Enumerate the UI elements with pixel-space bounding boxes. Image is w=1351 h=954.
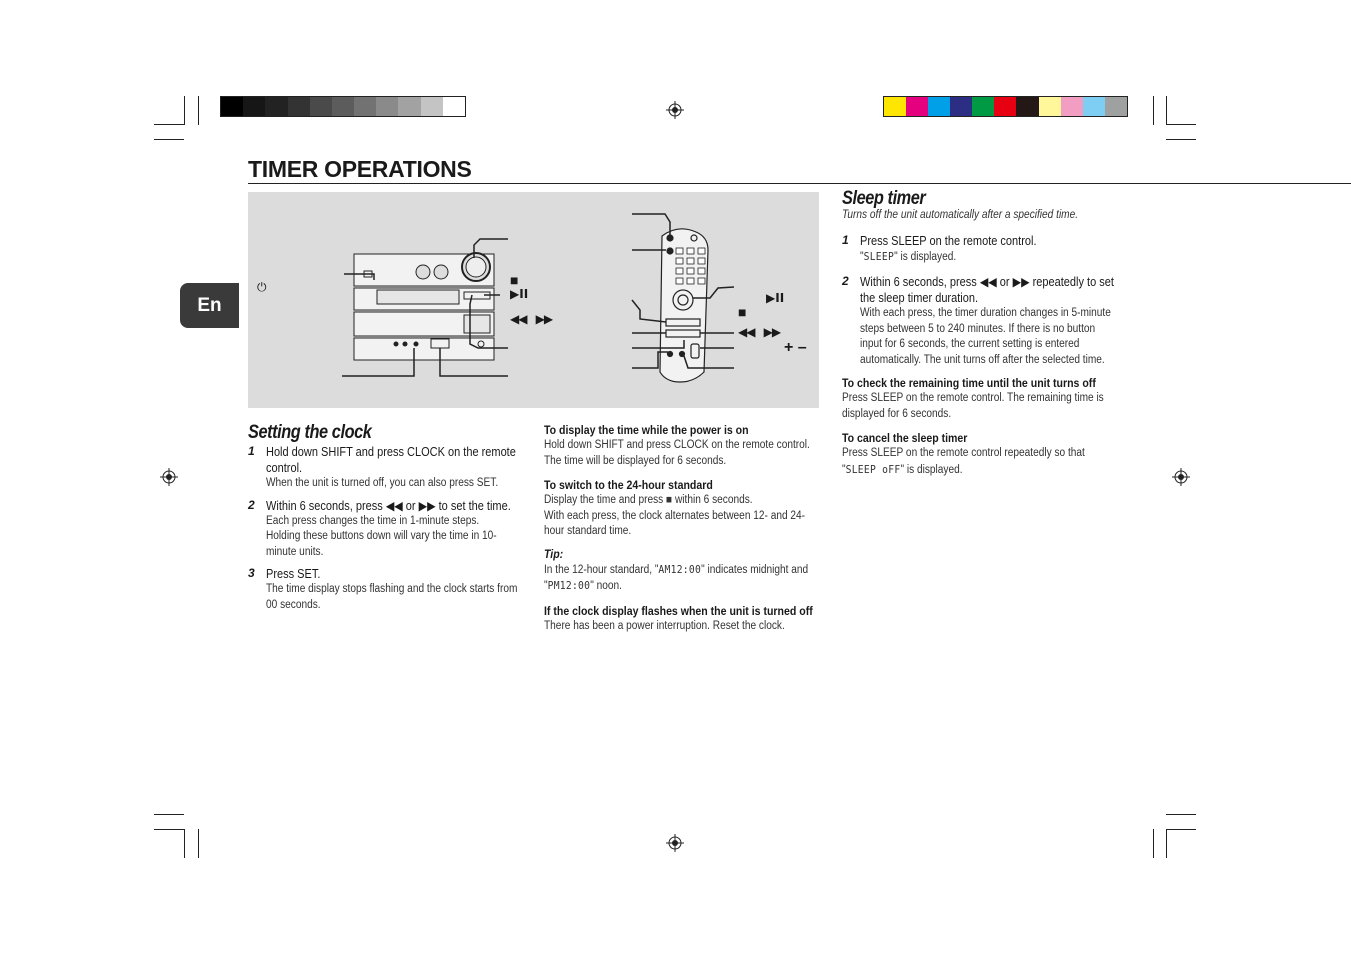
stereo-and-remote-diagram — [248, 192, 819, 408]
play-pause-icon: ▶II — [510, 287, 529, 301]
color-swatch — [1016, 97, 1038, 116]
color-swatch — [1105, 97, 1127, 116]
clock-step-3 — [248, 566, 523, 613]
gray-swatch — [376, 97, 398, 116]
registration-mark-icon — [666, 834, 684, 852]
color-swatch — [1083, 97, 1105, 116]
remote-play-pause-icon: ▶II — [766, 291, 785, 305]
switch-24-text-1: Display the time and press ■ within 6 seconds. — [544, 494, 753, 506]
step-main: Within 6 seconds, press ◀◀ or ▶▶ repeatedly to set the sleep timer duration. — [860, 275, 1114, 305]
language-tab: En — [180, 283, 239, 328]
registration-mark-icon — [666, 101, 684, 119]
gray-swatch — [421, 97, 443, 116]
registration-mark-icon — [160, 468, 178, 486]
remote-stop-icon: ■ — [738, 304, 747, 320]
step-detail: When the unit is turned off, you can also press SET. — [266, 477, 499, 489]
cancel-text: Press SLEEP on the remote control repeatedly so that "SLEEP oFF" is displayed. — [842, 447, 1085, 476]
device-illustration — [248, 192, 819, 408]
gray-swatch — [443, 97, 465, 116]
remote-keypad-button — [687, 278, 694, 284]
step-number: 2 — [248, 497, 255, 512]
registration-mark-icon — [1172, 468, 1190, 486]
clock-step-1 — [248, 444, 523, 492]
sleep-intro: Turns off the unit automatically after a specified time. — [842, 209, 1079, 221]
color-swatch — [1061, 97, 1083, 116]
step-main: Within 6 seconds, press ◀◀ or ▶▶ to set the time. — [266, 498, 511, 513]
sleep-step-1 — [842, 233, 1117, 266]
gray-swatch — [310, 97, 332, 116]
switch-24-heading: To switch to the 24-hour standard — [544, 478, 713, 492]
clock-step-2 — [248, 498, 523, 561]
sleep-timer-section — [842, 188, 1117, 478]
remote-keypad-button — [698, 258, 705, 264]
segment-display-text: SLEEP oFF — [845, 462, 901, 476]
step-detail: Holding these buttons down will vary the time in 10-minute units. — [266, 530, 497, 558]
step-number: 1 — [248, 444, 255, 458]
color-calibration-bar — [883, 96, 1128, 117]
step-detail: With each press, the timer duration changes in 5-minute steps between 5 to 240 minutes. If there is no button input for 6 seconds, the current setting is entered automatically. The unit turns off after the selected time. — [860, 307, 1111, 366]
clock-options-section — [544, 423, 818, 634]
remote-keypad-button — [698, 268, 705, 274]
color-swatch — [1039, 97, 1061, 116]
remote-keypad-button — [698, 248, 705, 254]
gray-swatch — [221, 97, 243, 116]
step-number: 1 — [842, 232, 849, 247]
display-time-heading: To display the time while the power is on — [544, 423, 749, 437]
check-heading: To check the remaining time until the unit turns off — [842, 376, 1096, 390]
segment-display-text: SLEEP — [863, 249, 895, 263]
remote-keypad-button — [687, 258, 694, 264]
gray-swatch — [288, 97, 310, 116]
power-icon: ⏻ — [257, 280, 267, 294]
remote-keypad-button — [687, 268, 694, 274]
sleep-timer-heading: Sleep timer — [842, 188, 926, 209]
gray-swatch — [243, 97, 265, 116]
page-title: TIMER OPERATIONS — [248, 156, 472, 182]
display-time-text: Hold down SHIFT and press CLOCK on the remote control. The time will be displayed for 6 seconds. — [544, 439, 810, 467]
color-swatch — [928, 97, 950, 116]
title-divider — [248, 183, 1351, 184]
grayscale-calibration-bar — [220, 96, 466, 117]
remote-keypad-button — [676, 258, 683, 264]
setting-clock-section — [248, 422, 523, 613]
step-detail: Each press changes the time in 1-minute steps. — [266, 514, 480, 527]
gray-swatch — [354, 97, 376, 116]
step-detail: The time display stops flashing and the clock starts from 00 seconds. — [266, 583, 518, 611]
rewind-forward-icon: ◀◀ ▶▶ — [510, 312, 553, 326]
remote-keypad-button — [698, 278, 705, 284]
cancel-heading: To cancel the sleep timer — [842, 431, 968, 445]
remote-keypad-button — [676, 268, 683, 274]
color-swatch — [972, 97, 994, 116]
color-swatch — [906, 97, 928, 116]
color-swatch — [950, 97, 972, 116]
stop-icon: ■ — [510, 272, 519, 288]
gray-swatch — [398, 97, 420, 116]
setting-clock-heading: Setting the clock — [248, 422, 372, 443]
switch-24-text-2: With each press, the clock alternates between 12- and 24-hour standard time. — [544, 509, 806, 537]
remote-rewind-forward-icon: ◀◀ ▶▶ — [738, 325, 781, 339]
step-main: Hold down SHIFT and press CLOCK on the remote control. — [266, 445, 516, 475]
tip-heading: Tip: — [544, 546, 564, 561]
gray-swatch — [265, 97, 287, 116]
step-number: 2 — [842, 274, 849, 288]
remote-keypad-button — [687, 248, 694, 254]
step-number: 3 — [248, 566, 255, 580]
step-detail: "SLEEP" is displayed. — [860, 249, 957, 263]
segment-display-text: PM12:00 — [547, 579, 591, 592]
segment-display-text: AM12:00 — [658, 562, 702, 576]
color-swatch — [994, 97, 1016, 116]
gray-swatch — [332, 97, 354, 116]
sleep-step-2 — [842, 274, 1117, 368]
tip-text: In the 12-hour standard, "AM12:00" indicates midnight and "PM12:00" noon. — [544, 562, 809, 592]
flash-heading: If the clock display flashes when the unit is turned off — [544, 603, 813, 618]
plus-minus-icon: + – — [784, 339, 807, 356]
color-swatch — [884, 97, 906, 116]
step-main: Press SLEEP on the remote control. — [860, 233, 1037, 248]
remote-keypad-button — [676, 248, 683, 254]
step-main: Press SET. — [266, 567, 321, 581]
remote-keypad-button — [676, 278, 683, 284]
check-text: Press SLEEP on the remote control. The remaining time is displayed for 6 seconds. — [842, 392, 1104, 420]
flash-text: There has been a power interruption. Reset the clock. — [544, 619, 785, 632]
